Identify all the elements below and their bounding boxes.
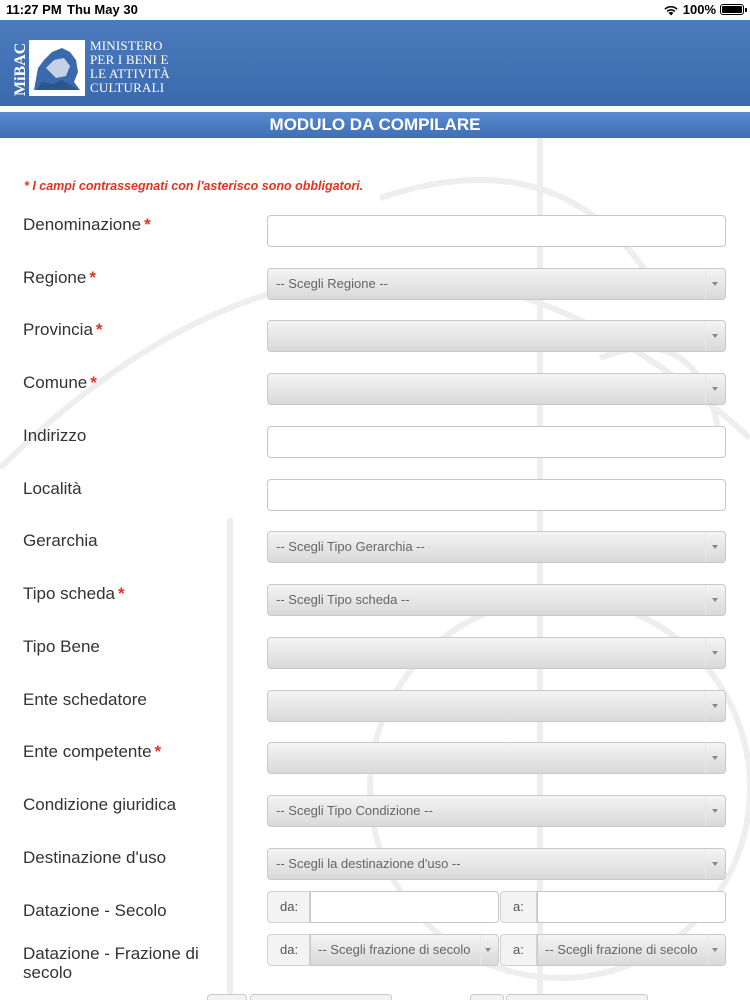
- label-tipo-scheda: Tipo scheda *: [23, 584, 125, 603]
- status-bar: [0, 0, 750, 20]
- localita-input[interactable]: [267, 479, 726, 511]
- chevron-down-icon: [712, 334, 718, 338]
- label-ente-schedatore: Ente schedatore: [23, 690, 147, 709]
- next-row-label-partial: [207, 994, 247, 1000]
- chevron-down-icon: [712, 809, 718, 813]
- app-header: [0, 20, 750, 106]
- page-title: MODULO DA COMPILARE: [0, 112, 750, 138]
- chevron-down-icon: [712, 948, 718, 952]
- battery-icon: [720, 4, 744, 15]
- frazione-from-label: da:: [267, 934, 310, 966]
- required-marker: *: [89, 268, 96, 287]
- required-fields-note: * I campi contrassegnati con l'asterisco sono obbligatori.: [24, 179, 364, 193]
- ente-competente-select[interactable]: [267, 742, 726, 774]
- provincia-select[interactable]: [267, 320, 726, 352]
- gerarchia-select[interactable]: -- Scegli Tipo Gerarchia --: [267, 531, 726, 563]
- logo-mark-text: MiBAC: [12, 42, 29, 96]
- status-time: 11:27 PM: [6, 2, 62, 17]
- label-gerarchia: Gerarchia: [23, 531, 98, 550]
- chevron-down-icon: [712, 387, 718, 391]
- chevron-down-icon: [485, 948, 491, 952]
- tipo-bene-select[interactable]: [267, 637, 726, 669]
- chevron-down-icon: [712, 545, 718, 549]
- chevron-down-icon: [712, 862, 718, 866]
- frazione-to-select[interactable]: -- Scegli frazione di secolo: [537, 934, 726, 966]
- required-marker: *: [90, 373, 97, 392]
- required-marker: *: [144, 215, 151, 234]
- label-ente-competente: Ente competente *: [23, 742, 162, 761]
- secolo-from-input[interactable]: [310, 891, 499, 923]
- next-row-input-partial[interactable]: [250, 994, 392, 1000]
- label-denominazione: Denominazione *: [23, 215, 151, 234]
- required-marker: *: [154, 742, 162, 761]
- frazione-to-label: a:: [500, 934, 537, 966]
- condizione-giuridica-select[interactable]: -- Scegli Tipo Condizione --: [267, 795, 726, 827]
- label-comune: Comune *: [23, 373, 97, 392]
- ministry-name: MINISTERO PER I BENI E LE ATTIVITÀ CULTURALI: [90, 38, 170, 95]
- regione-select[interactable]: -- Scegli Regione --: [267, 268, 726, 300]
- secolo-from-label: da:: [267, 891, 310, 923]
- next-row-label-partial-2: [470, 994, 504, 1000]
- ente-schedatore-select[interactable]: [267, 690, 726, 722]
- label-provincia: Provincia *: [23, 320, 103, 339]
- battery-percentage: 100%: [682, 2, 716, 17]
- chevron-down-icon: [712, 282, 718, 286]
- comune-select[interactable]: [267, 373, 726, 405]
- label-indirizzo: Indirizzo: [23, 426, 87, 445]
- chevron-down-icon: [712, 598, 718, 602]
- label-datazione-secolo: Datazione - Secolo: [23, 901, 167, 920]
- required-marker: *: [117, 584, 125, 603]
- label-localita: Località: [23, 479, 82, 498]
- denominazione-input[interactable]: [267, 215, 726, 247]
- frazione-from-select[interactable]: -- Scegli frazione di secolo: [310, 934, 499, 966]
- destinazione-uso-select[interactable]: -- Scegli la destinazione d'uso --: [267, 848, 726, 880]
- mibac-logo-icon: [12, 38, 86, 98]
- wifi-icon: [663, 4, 679, 16]
- indirizzo-input[interactable]: [267, 426, 726, 458]
- label-condizione-giuridica: Condizione giuridica: [23, 795, 177, 814]
- secolo-to-label: a:: [500, 891, 537, 923]
- label-datazione-frazione: Datazione - Frazione di secolo: [23, 944, 199, 982]
- status-date: Thu May 30: [67, 2, 138, 17]
- chevron-down-icon: [712, 756, 718, 760]
- label-destinazione-uso: Destinazione d'uso: [23, 848, 167, 867]
- chevron-down-icon: [712, 704, 718, 708]
- tipo-scheda-select[interactable]: -- Scegli Tipo scheda --: [267, 584, 726, 616]
- next-row-input-partial-2[interactable]: [506, 994, 648, 1000]
- secolo-to-input[interactable]: [537, 891, 726, 923]
- label-regione: Regione *: [23, 268, 96, 287]
- status-right: [663, 2, 744, 17]
- chevron-down-icon: [712, 651, 718, 655]
- label-tipo-bene: Tipo Bene: [23, 637, 100, 656]
- required-marker: *: [95, 320, 103, 339]
